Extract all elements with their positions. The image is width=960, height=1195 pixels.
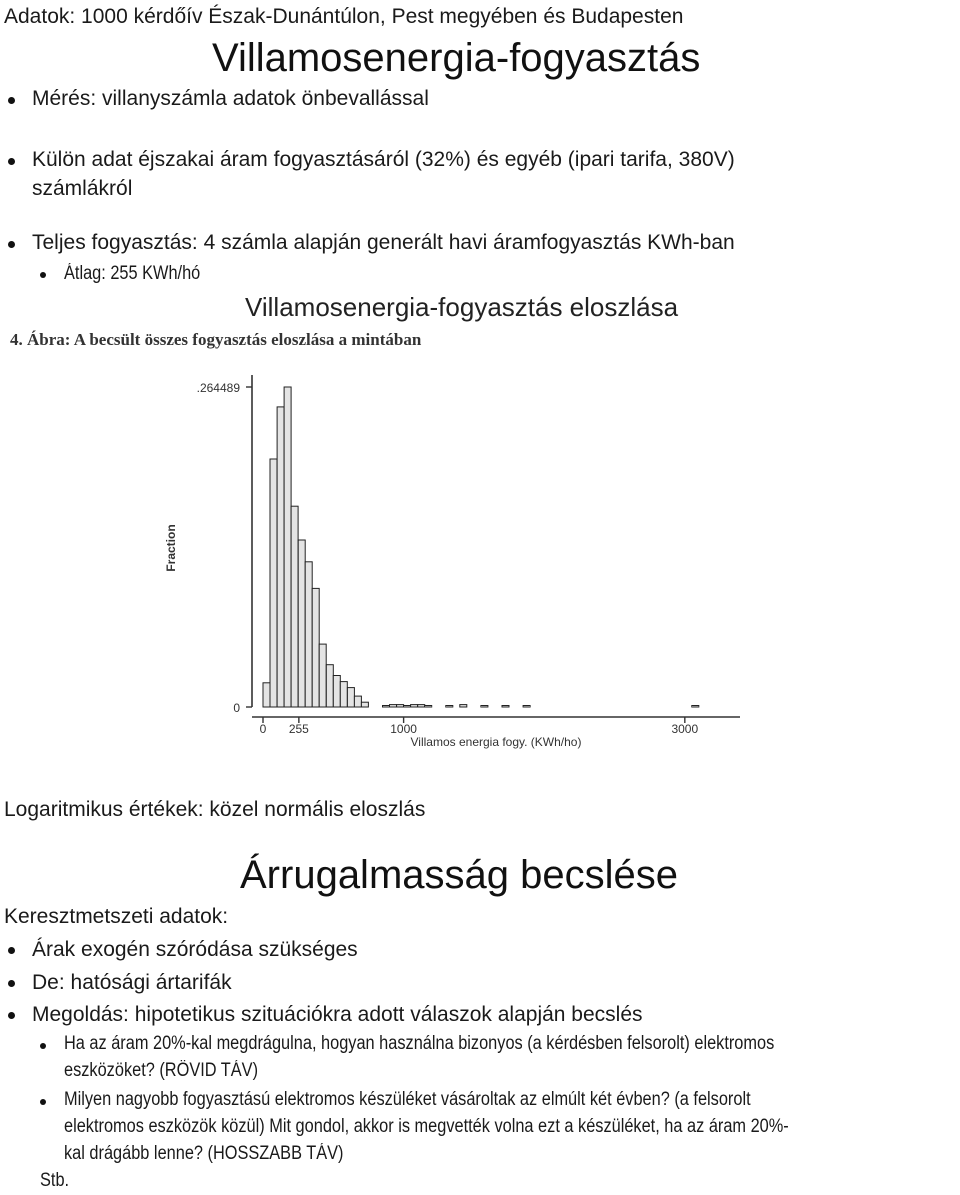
histogram-bar <box>291 506 298 707</box>
histogram-bar <box>418 705 425 707</box>
list-item: Megoldás: hipotetikus szituációkra adott válaszok alapján becslés <box>32 1003 643 1026</box>
list-item: Külön adat éjszakai áram fogyasztásáról (32%) és egyéb (ipari tarifa, 380V) <box>32 148 735 171</box>
chart-bars <box>263 387 699 707</box>
histogram-bar <box>383 706 390 708</box>
figure-caption: 4. Ábra: A becsült összes fogyasztás eloszlása a mintában <box>10 330 422 349</box>
histogram-bar <box>263 683 270 707</box>
sub-list-item-line: Milyen nagyobb fogyasztású elektromos készüléket vásároltak az elmúlt két évben? (a felsorolt <box>64 1089 751 1110</box>
histogram-bar <box>404 706 411 708</box>
histogram-bar <box>340 682 347 707</box>
page-title: Villamosenergia-fogyasztás <box>212 36 701 80</box>
histogram-bar <box>523 706 530 708</box>
list-item: Mérés: villanyszámla adatok önbevallással <box>32 87 429 110</box>
section-title: Árrugalmasság becslése <box>240 853 678 897</box>
list-item-continuation: számlákról <box>32 177 133 200</box>
sub-bullet-icon <box>40 272 46 278</box>
y-axis-title: Fraction <box>164 524 178 572</box>
bullet-icon <box>8 241 15 248</box>
histogram-bar <box>305 562 312 707</box>
bullet-icon <box>8 947 15 954</box>
histogram-bar <box>277 407 284 707</box>
list-item: Árak exogén szóródása szükséges <box>32 938 358 961</box>
bullet-icon <box>8 1012 15 1019</box>
histogram-bar <box>333 676 340 708</box>
y-tick-label: 0 <box>233 701 240 715</box>
chart-labels <box>164 381 698 749</box>
histogram-bar <box>347 688 354 707</box>
histogram-bar <box>298 540 305 707</box>
figure-subtitle: Villamosenergia-fogyasztás eloszlása <box>245 292 679 322</box>
list-item: Teljes fogyasztás: 4 számla alapján generált havi áramfogyasztás KWh-ban <box>32 231 735 254</box>
histogram-bar <box>411 705 418 707</box>
histogram-bar <box>312 588 319 707</box>
histogram-bar <box>460 705 467 707</box>
histogram-bar <box>397 705 404 707</box>
footer-etc: Stb. <box>40 1170 70 1191</box>
histogram-bar <box>319 644 326 707</box>
x-tick-label: 255 <box>288 722 309 736</box>
histogram-bar <box>502 706 509 708</box>
histogram-bar <box>481 706 488 708</box>
list-item: De: hatósági ártarifák <box>32 971 232 994</box>
x-axis-title: Villamos energia fogy. (KWh/ho) <box>410 735 582 749</box>
sub-bullet-icon <box>40 1099 46 1105</box>
sub-list-item-line: elektromos eszközök közül) Mit gondol, akkor is megvették volna ezt a készüléket, ha az áram 20%- <box>64 1116 789 1137</box>
sub-bullet-icon <box>40 1043 46 1049</box>
x-tick-label: 3000 <box>671 722 699 736</box>
bullet-icon <box>8 97 15 104</box>
sub-list-item-line: kal drágább lenne? (HOSSZABB TÁV) <box>64 1143 344 1164</box>
bullet-icon <box>8 158 15 165</box>
histogram-bar <box>284 387 291 707</box>
histogram-bar <box>326 665 333 707</box>
log-note: Logaritmikus értékek: közel normális eloszlás <box>4 798 426 821</box>
histogram-bar <box>692 706 699 708</box>
histogram-bar <box>390 705 397 707</box>
histogram-bar <box>270 459 277 707</box>
x-tick-label: 0 <box>259 722 267 736</box>
sub-list-item-line: Ha az áram 20%-kal megdrágulna, hogyan használna bizonyos (a kérdésben felsorolt) elektromos <box>64 1033 775 1054</box>
histogram-bar <box>354 696 361 707</box>
histogram-bar <box>446 706 453 708</box>
histogram-bar <box>425 706 432 708</box>
x-tick-label: 1000 <box>390 722 417 736</box>
histogram-bar <box>361 702 368 707</box>
histogram-chart <box>0 350 960 760</box>
section-intro: Keresztmetszeti adatok: <box>4 905 229 928</box>
y-tick-label: .264489 <box>196 381 240 395</box>
sub-list-item: Átlag: 255 KWh/hó <box>64 263 201 284</box>
source-line: Adatok: 1000 kérdőív Észak-Dunántúlon, Pest megyében és Budapesten <box>4 5 684 28</box>
sub-list-item-line: eszközöket? (RÖVID TÁV) <box>64 1060 259 1081</box>
bullet-icon <box>8 980 15 987</box>
